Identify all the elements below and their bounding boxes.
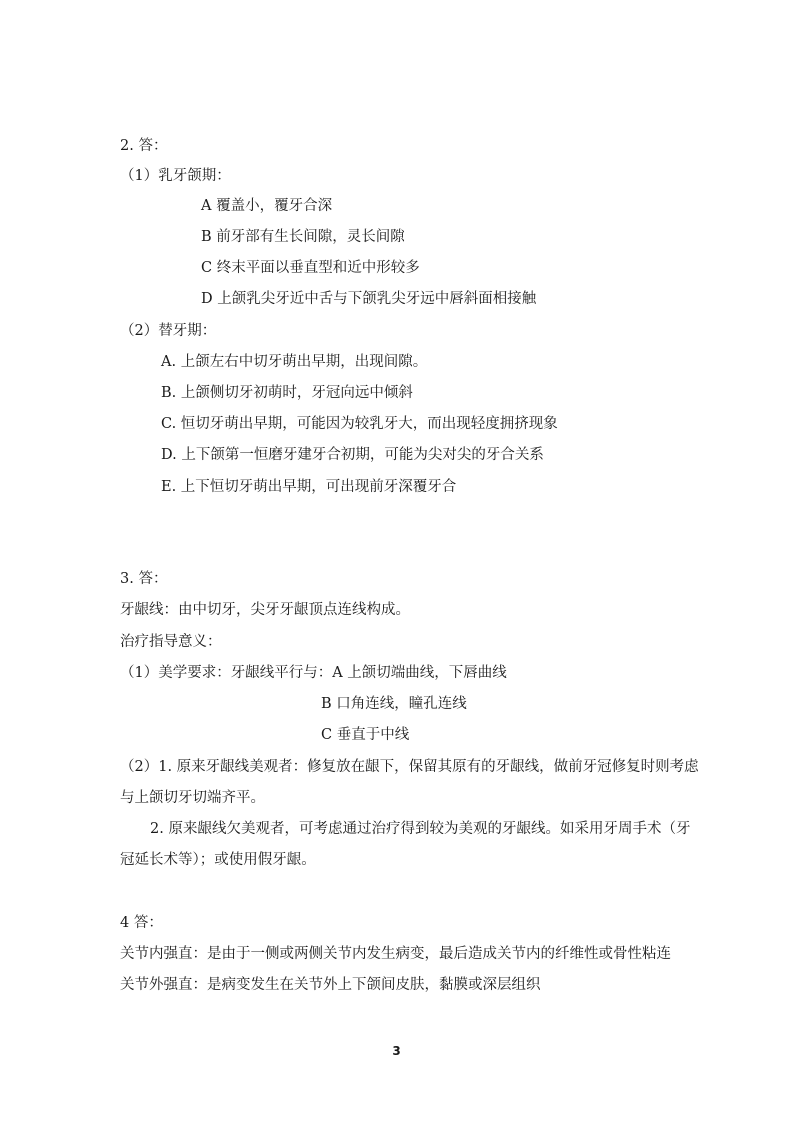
q4-heading: 4 答： [120, 915, 163, 931]
q2-primary-item: B 前牙部有生长间隙，灵长间隙 [201, 229, 405, 245]
q2-mixed-item: E. 上下恒切牙萌出早期，可出现前牙深覆牙合 [161, 479, 457, 495]
q3-restoration-line: （2）1. 原来牙龈线美观者：修复放在龈下，保留其原有的牙龈线，做前牙冠修复时则考虑 [120, 759, 699, 775]
q2-primary-item: A 覆盖小，覆牙合深 [201, 198, 333, 214]
page-number: 3 [392, 1044, 401, 1058]
q2-mixed-item: D. 上下颌第一恒磨牙建牙合初期，可能为尖对尖的牙合关系 [161, 447, 544, 463]
q2-primary-title: （1）乳牙颌期： [120, 168, 231, 184]
q2-mixed-item: B. 上颌侧切牙初萌时，牙冠向远中倾斜 [161, 385, 413, 401]
q2-mixed-title: （2）替牙期： [120, 323, 217, 339]
q3-restoration-line: 冠延长术等）；或使用假牙龈。 [120, 852, 316, 868]
q2-heading: 2. 答： [120, 138, 168, 154]
q3-aesthetic-item: B 口角连线，瞳孔连线 [321, 696, 467, 712]
q3-significance-title: 治疗指导意义： [120, 634, 222, 650]
q3-restoration-line: 与上颌切牙切端齐平。 [120, 790, 265, 806]
q2-mixed-item: C. 恒切牙萌出早期，可能因为较乳牙大，而出现轻度拥挤现象 [161, 416, 558, 432]
q4-intra-ankylosis: 关节内强直：是由于一侧或两侧关节内发生病变，最后造成关节内的纤维性或骨性粘连 [120, 946, 671, 962]
q3-definition: 牙龈线：由中切牙，尖牙牙龈顶点连线构成。 [120, 602, 410, 618]
q3-restoration-line: 2. 原来龈线欠美观者，可考虑通过治疗得到较为美观的牙龈线。如采用牙周手术（牙 [150, 821, 691, 837]
q3-aesthetic-item: C 垂直于中线 [321, 727, 410, 743]
q2-primary-item: C 终末平面以垂直型和近中形较多 [201, 260, 420, 276]
q2-mixed-item: A. 上颌左右中切牙萌出早期，出现间隙。 [161, 354, 428, 370]
q2-primary-item: D 上颌乳尖牙近中舌与下颌乳尖牙远中唇斜面相接触 [201, 291, 537, 307]
q3-aesthetic-lead: （1）美学要求：牙龈线平行与：A 上颌切端曲线，下唇曲线 [120, 665, 507, 681]
q4-extra-ankylosis: 关节外强直：是病变发生在关节外上下颌间皮肤，黏膜或深层组织 [120, 977, 541, 993]
q3-heading: 3. 答： [120, 571, 168, 587]
